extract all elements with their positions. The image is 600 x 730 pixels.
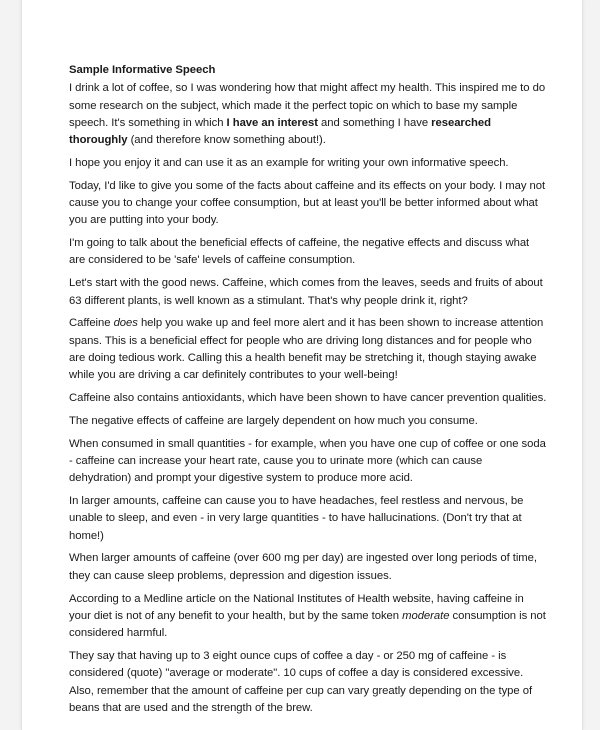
text-run: I hope you enjoy it and can use it as an example for writing your own informative speech.	[69, 156, 509, 169]
text-run: Caffeine also contains antioxidants, which have been shown to have cancer prevention qualities.	[69, 392, 547, 405]
text-run: and something I have	[317, 116, 432, 129]
text-run: When larger amounts of caffeine (over 600 mg per day) are ingested over long periods of time, they can cause sleep problems, depression and digestion issues.	[69, 552, 537, 582]
bold-text: I have an interest	[226, 116, 318, 129]
paragraph	[69, 591, 547, 643]
paragraph	[69, 315, 547, 384]
document-body	[69, 62, 547, 723]
paragraph	[69, 235, 547, 270]
text-run: When consumed in small quantities - for example, when you have one cup of coffee or one soda - caffeine can increase your heart rate, cause you to urinate more (which can cause dehydration) and prompt your digestive system to produce more acid.	[69, 437, 546, 485]
text-run: Caffeine	[69, 317, 114, 330]
text-run: Let's start with the good news. Caffeine, which comes from the leaves, seeds and fruits of about 63 different plants, is well known as a stimulant. That's why people drink it, right?	[69, 277, 543, 307]
text-run: consumption is not considered harmful.	[69, 609, 546, 640]
paragraph	[69, 550, 547, 585]
text-run: Today, I'd like to give you some of the facts about caffeine and its effects on your body. I may not cause you to change your coffee consumption, but at least you'll be better informed about what you are putting into your body.	[69, 179, 546, 227]
paragraph	[69, 493, 547, 545]
text-run: According to a Medline article on the National Institutes of Health website, having caffeine in your diet is not of any benefit to your health, but by the same token	[69, 592, 524, 622]
paragraph	[69, 648, 547, 717]
paragraph	[69, 155, 547, 172]
paragraph-list	[69, 80, 547, 717]
italic-text: moderate	[402, 609, 450, 622]
paragraph	[69, 178, 547, 230]
text-run: The negative effects of caffeine are largely dependent on how much you consume.	[69, 414, 478, 427]
text-run: help you wake up and feel more alert and it has been shown to increase attention spans. This is a beneficial effect for people who are driving long distances and for people who are doing tedious work. Calling this a health benefit may be stretching it, though staying awake while you are driving a car definitely contributes to your well-being!	[69, 317, 544, 382]
paragraph	[69, 390, 547, 407]
paragraph	[69, 80, 547, 149]
italic-text: does	[113, 317, 138, 330]
text-run: I'm going to talk about the beneficial effects of caffeine, the negative effects and discuss what are considered to be 'safe' levels of caffeine consumption.	[69, 237, 530, 267]
bold-text: researched thoroughly	[69, 116, 491, 147]
text-run: They say that having up to 3 eight ounce cups of coffee a day - or 250 mg of caffeine - is considered (quote) "average or moderate". 10 cups of coffee a day is considered excessive. Also, remember that the amount of caffeine per cup can vary greatly depending on the type of beans that are used and the strength of the brew.	[69, 649, 533, 714]
paragraph	[69, 413, 547, 430]
paragraph	[69, 275, 547, 310]
paragraph	[69, 436, 547, 488]
text-run: (and therefore know something about!).	[127, 134, 326, 147]
text-run: I drink a lot of coffee, so I was wondering how that might affect my health. This inspired me to do some research on the subject, which made it the perfect topic on which to base my sample speech. It's something in which	[69, 82, 546, 129]
text-run: In larger amounts, caffeine can cause you to have headaches, feel restless and nervous, be unable to sleep, and even - in very large quantities - to have hallucinations. (Don't try that at home!)	[69, 495, 524, 542]
document-title: Sample Informative Speech	[69, 64, 216, 76]
